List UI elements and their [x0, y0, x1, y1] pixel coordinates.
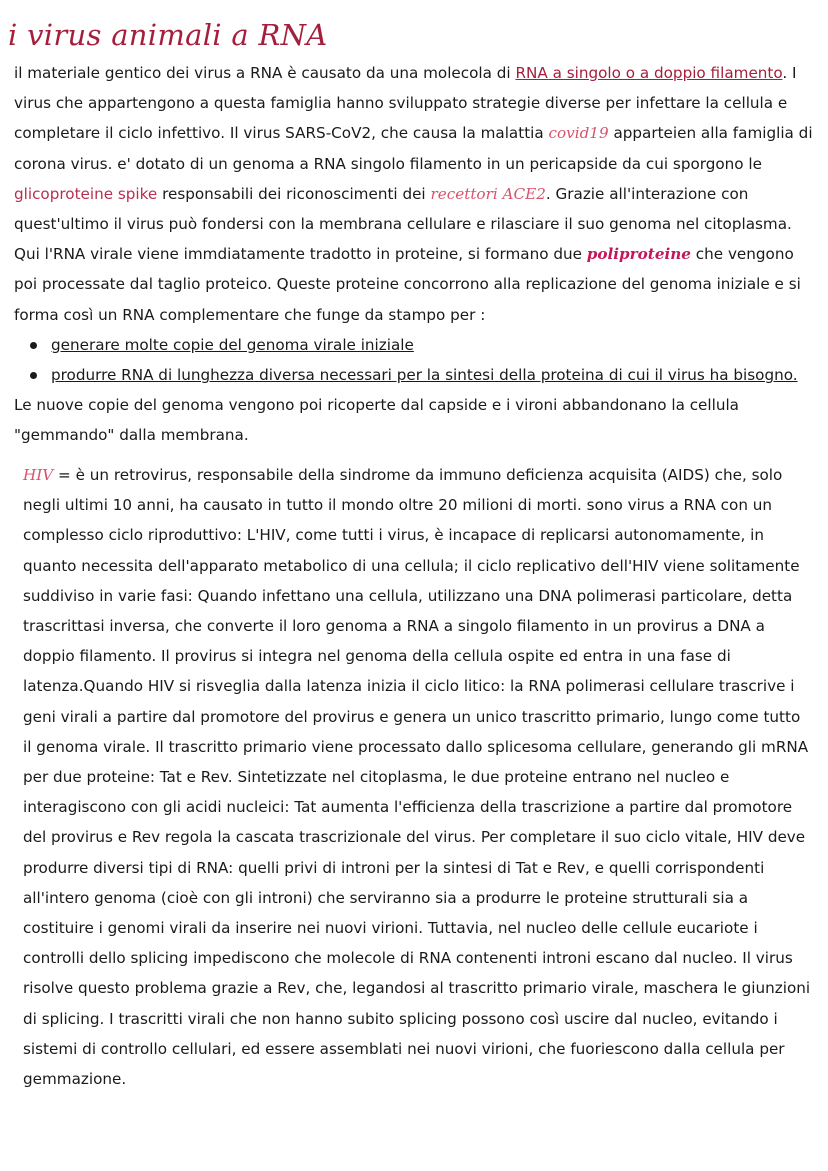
hiv-section	[23, 460, 813, 1094]
bullet-item	[14, 360, 814, 390]
hiv-label: HIV	[23, 466, 54, 484]
rna-filament-highlight: RNA a singolo o a doppio filamento	[515, 64, 783, 82]
covid-highlight: covid19	[548, 124, 609, 143]
intro-text-6: che vengono poi processate dal taglio proteico. Queste proteine concorrono alla replicazione del genoma iniziale e si forma così un RNA complementare che funge da stampo per :	[14, 245, 801, 324]
spike-highlight: glicoproteine spike	[14, 184, 158, 203]
bullet-text: generare molte copie del genoma virale iniziale	[51, 335, 414, 354]
rna-virus-section	[14, 58, 814, 451]
intro-text-3: apparteien alla famiglia di corona virus. e' dotato di un genoma a RNA singolo filamento in un pericapside da cui sporgono le	[14, 124, 813, 173]
after-bullets-text: Le nuove copie del genoma vengono poi ricoperte dal capside e i vironi abbandonano la cellula "gemmando" dalla membrana.	[14, 396, 739, 445]
hiv-text: = è un retrovirus, responsabile della sindrome da immuno deficienza acquisita (AIDS) che, solo negli ultimi 10 anni, ha causato in tutto il mondo oltre 20 milioni di morti. sono virus a RNA con un complesso ciclo riproduttivo: L'HIV, come tutti i virus, è incapace di replicarsi autonomamente, in quanto necessita dell'apparato metabolico di una cellula; il ciclo replicativo dell'HIV viene solitamente suddiviso in varie fasi: Quando infettano una cellula, utilizzano una DNA polimerasi particolare, detta trascrittasi inversa, che converte il loro genoma a RNA a singolo filamento in un provirus a DNA a doppio filamento. Il provirus si integra nel genoma della cellula ospite ed entra in una fase di latenza.Quando HIV si risveglia dalla latenza inizia il ciclo litico: la RNA polimerasi cellulare trascrive i geni virali a partire dal promotore del provirus e genera un unico trascritto primario, lungo come tutto il genoma virale. Il trascritto primario viene processato dallo splicesoma cellulare, generando gli mRNA per due proteine: Tat e Rev. Sintetizzate nel citoplasma, le due proteine entrano nel nucleo e interagiscono con gli acidi nucleici: Tat aumenta l'efficienza della trascrizione a partire dal promotore del provirus e Rev regola la cascata trascrizionale del virus. Per completare il suo ciclo vitale, HIV deve produrre diversi tipi di RNA: quelli privi di introni per la sintesi di Tat e Rev, e quelli corrispondenti all'intero genoma (cioè con gli introni) che serviranno sia a produrre le proteine strutturali sia a costituire i genomi virali da inserire nei nuovi virioni. Tuttavia, nel nucleo delle cellule eucariote i controlli dello splicing impediscono che molecole di RNA contenenti introni escano dal nucleo. Il virus risolve questo problema grazie a Rev, che, legandosi al trascritto primario virale, maschera le giunzioni di splicing. I trascritti virali che non hanno subito splicing possono così uscire dal nucleo, evitando i sistemi di controllo cellulari, ed essere assemblati nei nuovi virioni, che fuoriescono dalla cellula per gemmazione.	[23, 466, 811, 1089]
page-title: i virus animali a RNA	[8, 18, 328, 52]
intro-text-5: . Grazie all'interazione con quest'ultimo il virus può fondersi con la membrana cellulare e rilasciare il suo genoma nel citoplasma. Qui l'RNA virale viene immdiatamente tradotto in proteine, si formano due	[14, 184, 792, 264]
bullet-item	[14, 330, 814, 360]
intro-text-1: il materiale gentico dei virus a RNA è causato da una molecola di	[14, 64, 516, 82]
intro-text-4: responsabili dei riconoscimenti dei	[157, 184, 431, 203]
intro-text-2: . I virus che appartengono a questa famiglia hanno sviluppato strategie diverse per infettare la cellula e completare il ciclo infettivo. Il virus SARS-CoV2, che causa la malattia	[14, 64, 797, 143]
bullet-text: produrre RNA di lunghezza diversa necessari per la sintesi della proteina di cui il virus ha bisogno.	[51, 366, 798, 385]
bullet-list	[14, 330, 814, 390]
poliproteine-highlight: poliproteine	[586, 245, 691, 264]
ace2-highlight: recettori ACE2	[430, 184, 546, 203]
